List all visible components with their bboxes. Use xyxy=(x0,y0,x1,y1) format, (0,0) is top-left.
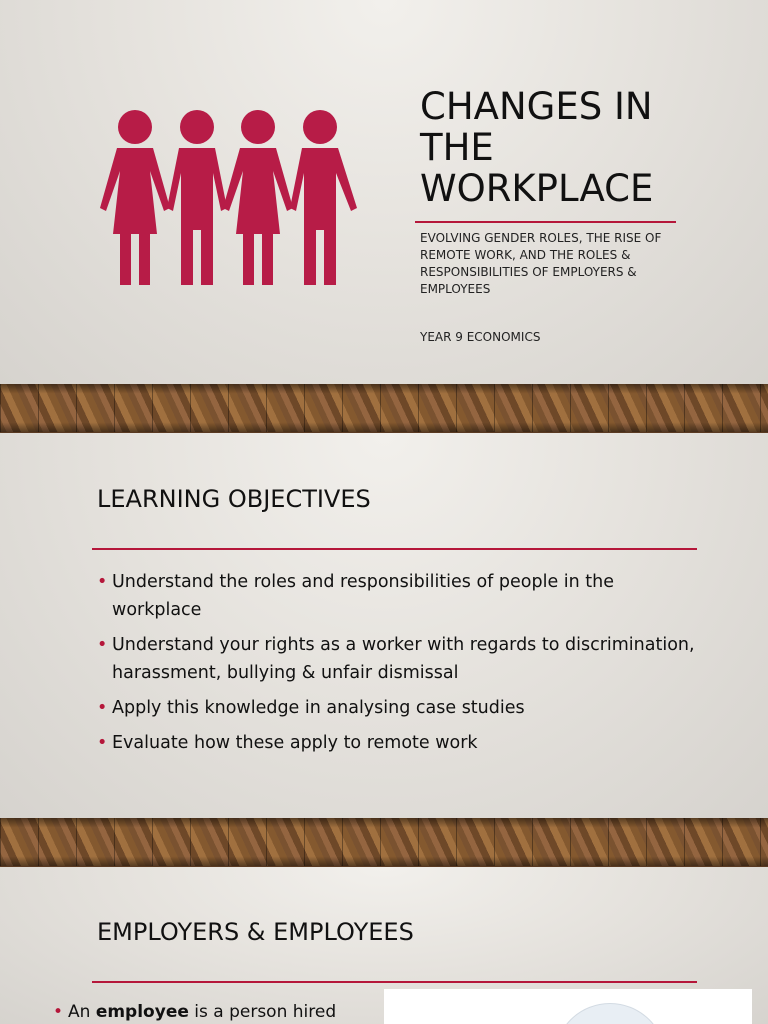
objective-text: Evaluate how these apply to remote work xyxy=(112,733,478,753)
title-divider xyxy=(415,221,676,223)
list-item xyxy=(97,631,697,687)
objective-text: Apply this knowledge in analysing case studies xyxy=(112,698,525,718)
definition-prefix: An xyxy=(68,1002,96,1022)
bullet-icon: • xyxy=(97,733,108,753)
bullet-icon: • xyxy=(97,572,108,592)
slide-title: CHANGES IN THE WORKPLACE xyxy=(420,85,654,210)
people-holding-hands-icon xyxy=(95,108,360,288)
bullet-icon: • xyxy=(53,1002,64,1022)
heading-divider xyxy=(92,548,697,550)
definition-term: employee xyxy=(95,1002,189,1022)
heading-divider xyxy=(92,981,697,983)
bullet-icon: • xyxy=(97,698,108,718)
objective-text: Understand your rights as a worker with regards to discrimination, harassment, bullying & unfair dismissal xyxy=(112,635,695,683)
wood-floor-divider xyxy=(0,818,768,866)
definition-suffix: is a person hired xyxy=(188,1002,337,1022)
slide-heading: LEARNING OBJECTIVES xyxy=(97,485,371,513)
list-item xyxy=(53,1001,358,1023)
slide-heading: EMPLOYERS & EMPLOYEES xyxy=(97,918,414,946)
learning-objectives-slide xyxy=(0,433,768,818)
objectives-list xyxy=(97,568,697,764)
employers-employees-slide xyxy=(0,867,768,1024)
slide-image xyxy=(384,989,752,1024)
bullet-icon: • xyxy=(97,635,108,655)
list-item xyxy=(97,568,697,624)
definition-list xyxy=(53,1001,358,1023)
list-item xyxy=(97,694,697,722)
slide-subtitle: EVOLVING GENDER ROLES, THE RISE OF REMOTE WORK, AND THE ROLES & RESPONSIBILITIES OF EMPLOYERS & EMPLOYEES xyxy=(420,231,662,296)
list-item xyxy=(97,729,697,757)
image-circle-shape xyxy=(554,1003,666,1024)
course-label: YEAR 9 ECONOMICS xyxy=(420,330,541,344)
title-slide xyxy=(0,0,768,384)
objective-text: Understand the roles and responsibilities of people in the workplace xyxy=(112,572,615,620)
wood-floor-divider xyxy=(0,384,768,432)
